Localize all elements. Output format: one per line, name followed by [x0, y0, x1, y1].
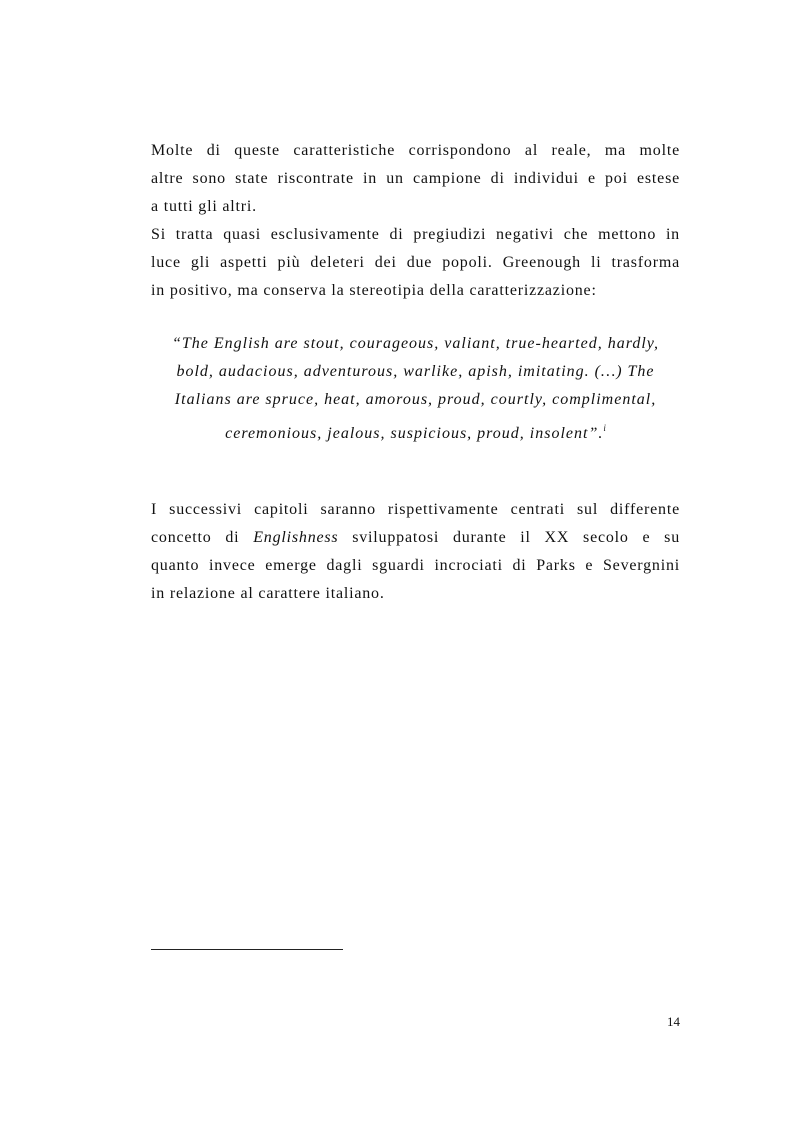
paragraph-3-line-2-after: sviluppatosi durante il XX secolo e su: [338, 529, 680, 546]
paragraph-1-line-2: altre sono state riscontrate in un campione di individui e poi estese: [151, 170, 680, 187]
quote-line-4-text: ceremonious, jealous, suspicious, proud, insolent”.: [225, 425, 604, 442]
footnote-marker[interactable]: i: [603, 423, 606, 433]
footnote-separator: [151, 949, 343, 950]
quote-line-2: bold, audacious, adventurous, warlike, apish, imitating. (…) The: [176, 363, 655, 380]
paragraph-1-line-3: a tutti gli altri.: [151, 198, 257, 215]
paragraph-3-line-1: I successivi capitoli saranno rispettivamente centrati sul differente: [151, 501, 680, 518]
quote-line-4: [151, 414, 680, 448]
page-number: 14: [667, 1014, 680, 1029]
paragraph-2-line-1: Si tratta quasi esclusivamente di pregiudizi negativi che mettono in: [151, 226, 680, 243]
quote-line-1: “The English are stout, courageous, valiant, true-hearted, hardly,: [171, 335, 659, 352]
paragraph-1-line-1: Molte di queste caratteristiche corrispondono al reale, ma molte: [151, 142, 680, 159]
paragraph-3-line-2-before: concetto di: [151, 529, 254, 546]
paragraph-2-line-3: in positivo, ma conserva la stereotipia della caratterizzazione:: [151, 282, 597, 299]
englishness-term: Englishness: [253, 529, 339, 546]
paragraph-3-line-2: [151, 524, 680, 552]
paragraph-2-line-2: luce gli aspetti più deleteri dei due popoli. Greenough li trasforma: [151, 254, 680, 271]
paragraph-3-line-3: quanto invece emerge dagli sguardi incrociati di Parks e Severgnini: [151, 557, 680, 574]
paragraph-3-line-4: in relazione al carattere italiano.: [151, 585, 385, 602]
quote-line-3: Italians are spruce, heat, amorous, proud, courtly, complimental,: [174, 391, 657, 408]
